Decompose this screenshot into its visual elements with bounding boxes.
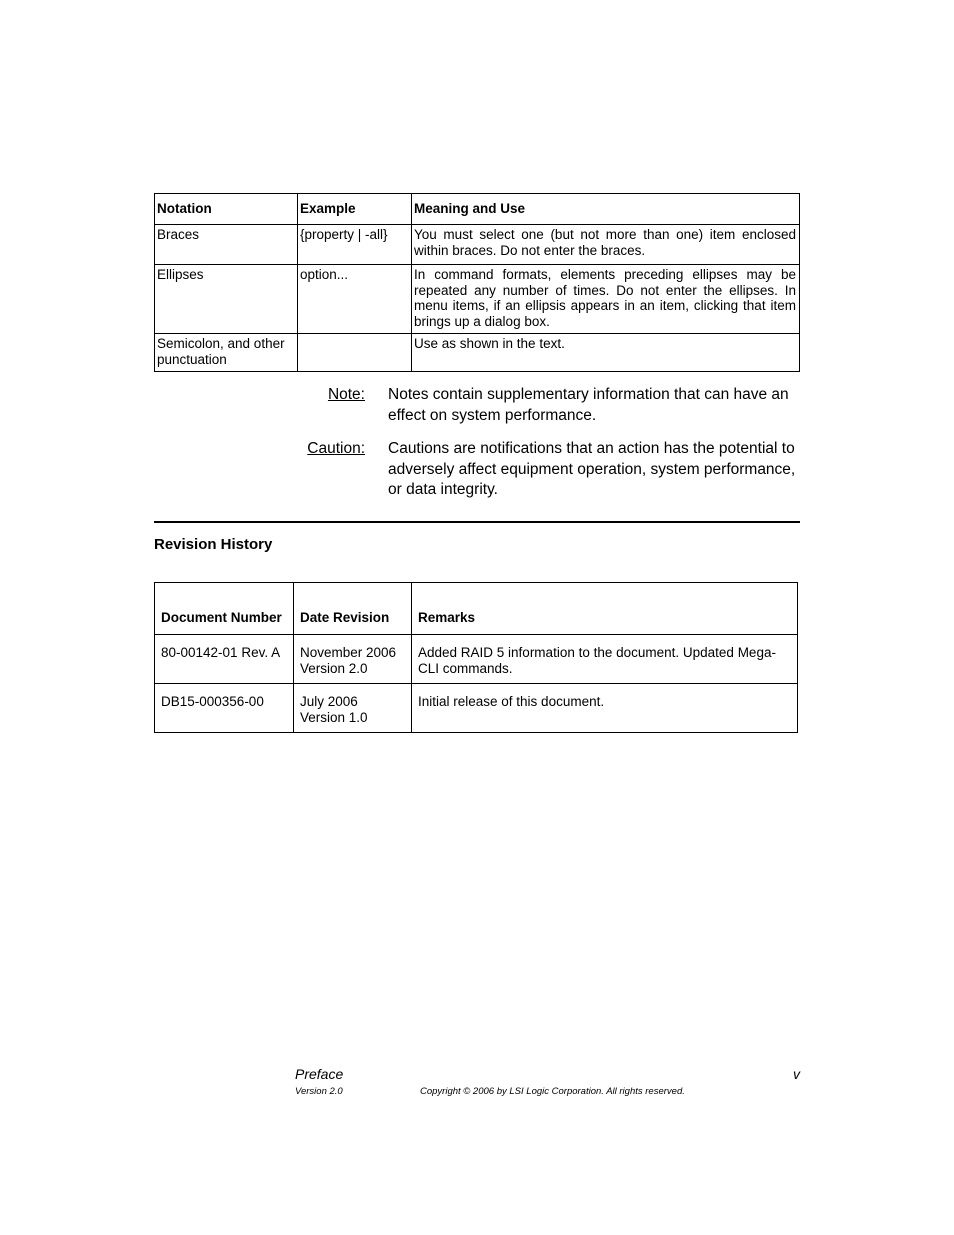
column-header-meaning: Meaning and Use [412, 194, 800, 225]
table-header-row [155, 583, 798, 635]
column-header-document-number: Document Number [155, 583, 294, 635]
cell-meaning: In command formats, elements preceding ellipses may be repeated any number of times. Do not enter the ellipses. In menu items, if an ellipsis appears in an item, clicking that item brings up a dialog box. [412, 265, 800, 334]
cell-remarks: Added RAID 5 information to the document. Updated Mega-CLI commands. [412, 635, 798, 684]
section-divider [154, 521, 800, 523]
column-header-example: Example [298, 194, 412, 225]
cell-example: {property | -all} [298, 225, 412, 265]
table-row [155, 225, 800, 265]
cell-notation: Braces [155, 225, 298, 265]
cell-meaning: You must select one (but not more than one) item enclosed within braces. Do not enter the braces. [412, 225, 800, 265]
caution-text: Cautions are notifications that an action has the potential to adversely affect equipment operation, system performance, or data integrity. [388, 440, 796, 498]
notation-table [154, 193, 800, 372]
cell-notation: Semicolon, and other punctuation [155, 334, 298, 372]
footer-page-number: v [793, 1066, 800, 1082]
cell-example: option... [298, 265, 412, 334]
caution-label: Caution: [307, 440, 365, 457]
column-header-date-revision: Date Revision [294, 583, 412, 635]
footer-section-title: Preface [295, 1066, 344, 1082]
cell-example [298, 334, 412, 372]
table-row [155, 334, 800, 372]
table-row [155, 635, 798, 684]
table-header-row [155, 194, 800, 225]
table-row [155, 265, 800, 334]
note-text: Notes contain supplementary information that can have an effect on system performance. [388, 386, 789, 424]
cell-notation: Ellipses [155, 265, 298, 334]
column-header-remarks: Remarks [412, 583, 798, 635]
revision-history-table [154, 582, 798, 733]
revision-history-heading: Revision History [154, 536, 273, 553]
cell-date-revision: November 2006 Version 2.0 [294, 635, 412, 684]
footer-copyright: Copyright © 2006 by LSI Logic Corporation. All rights reserved. [420, 1086, 685, 1097]
footer-version: Version 2.0 [295, 1086, 343, 1097]
note-label: Note: [327, 386, 365, 403]
cell-document-number: DB15-000356-00 [155, 684, 294, 733]
cell-meaning: Use as shown in the text. [412, 334, 800, 372]
column-header-notation: Notation [155, 194, 298, 225]
cell-date-revision: July 2006 Version 1.0 [294, 684, 412, 733]
cell-remarks: Initial release of this document. [412, 684, 798, 733]
cell-document-number: 80-00142-01 Rev. A [155, 635, 294, 684]
table-row [155, 684, 798, 733]
